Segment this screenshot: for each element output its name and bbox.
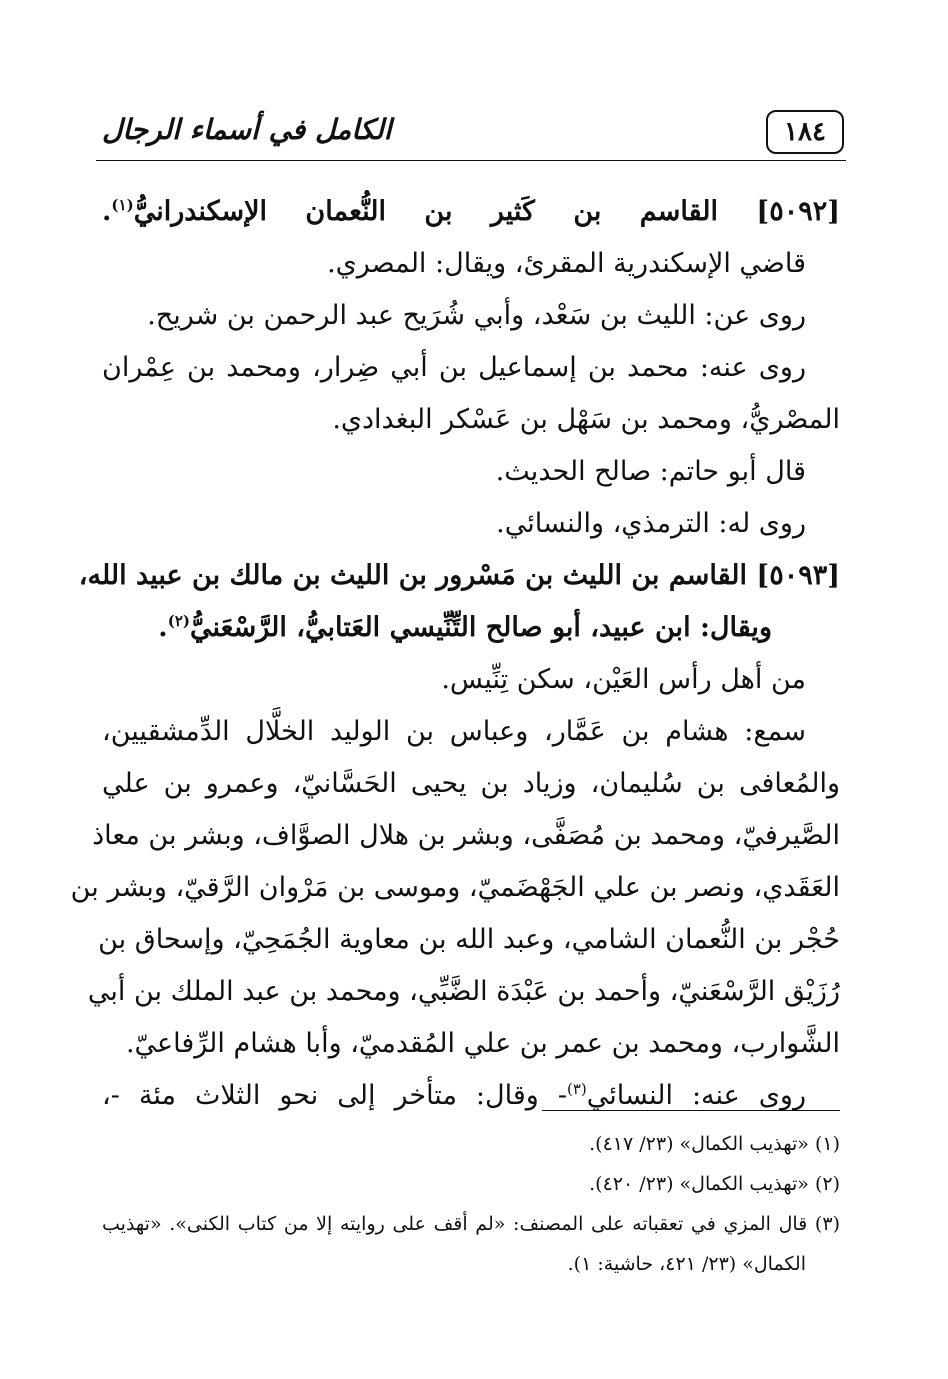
text-line: الشَّوارب، ومحمد بن عمر بن علي المُقدميّ، وأبا هشام الرِّفاعيّ. [125,1028,840,1059]
footnote-3: (٣) قال المزي في تعقباته على المصنف: «لم أقف على روايته إلا من كتاب الكنى». «تهذيب [102,1213,840,1235]
header-rule [96,160,846,161]
footnote-ref: (٣) [566,1080,587,1098]
text-line: الصَّيرفيّ، ومحمد بن مُصَفَّى، وبشر بن هلال الصوَّاف، وبشر بن معاذ [92,820,840,851]
text-line: من أهل رأس العَيْن، سكن تِنِّيس. [441,664,806,695]
footnote-ref: (٢) [167,612,190,630]
text-line: حُجْر بن النُّعمان الشامي، وعبد الله بن معاوية الجُمَحِيّ، وإسحاق بن [98,924,840,955]
text-line: المصْريُّ، ومحمد بن سَهْل بن عَسْكر البغدادي. [332,404,840,435]
text-line: روى عنه: النسائي$^{(٣)}$- وقال: متأخر إلى نحو الثلاث مئة -، [102,1080,806,1111]
text-line: روى عن: الليث بن سَعْد، وأبي شُرَيح عبد الرحمن بن شريح. [147,300,806,331]
entry-heading-5093-cont: ويقال: ابن عبيد، أبو صالح التِّنِّيسي العَتابيُّ، الرَّسْعَنيُّ$^{(٢)}$. [158,612,772,643]
main-text [70,186,840,1122]
footnote-ref: (١) [111,196,134,214]
text-line: والمُعافى بن سُليمان، وزياد بن يحيى الحَسَّانيّ، وعمرو بن علي [102,768,840,799]
footnote-3-cont: الكمال» (٢٣/ ٤٢١، حاشية: ١). [567,1253,806,1275]
footnote-rule [542,1110,840,1111]
running-title: الكامل في أسماء الرجال [102,113,392,146]
footnote-2: (٢) «تهذيب الكمال» (٢٣/ ٤٢٠). [589,1173,840,1195]
text-line: العَقَدي، ونصر بن علي الجَهْضَميّ، وموسى بن مَرْوان الرَّقيّ، وبشر بن [70,872,840,903]
text-line: سمع: هشام بن عَمَّار، وعباس بن الوليد الخلَّال الدِّمشقيين، [102,716,806,747]
text-line: قاضي الإسكندرية المقرئ، ويقال: المصري. [327,248,806,279]
text-line: روى عنه: محمد بن إسماعيل بن أبي ضِرار، ومحمد بن عِمْران [102,352,806,383]
text-line: روى له: الترمذي، والنسائي. [496,508,806,539]
footnote-1: (١) «تهذيب الكمال» (٢٣/ ٤١٧). [589,1133,840,1155]
page-header [96,104,846,164]
page-number: ١٨٤ [766,110,844,154]
text-line: رُزَيْق الرَّسْعَنيّ، وأحمد بن عَبْدَة الضَّبِّي، ومحمد بن عبد الملك بن أبي [87,976,840,1007]
text-line: قال أبو حاتم: صالح الحديث. [495,456,806,487]
entry-heading-5092: [٥٠٩٢] القاسم بن كَثير بن النُّعمان الإسكندرانيُّ$^{(١)}$. [102,196,840,227]
footnotes [102,1124,840,1284]
entry-heading-5093: [٥٠٩٣] القاسم بن الليث بن مَسْرور بن الليث بن مالك بن عبيد الله، [78,560,840,591]
